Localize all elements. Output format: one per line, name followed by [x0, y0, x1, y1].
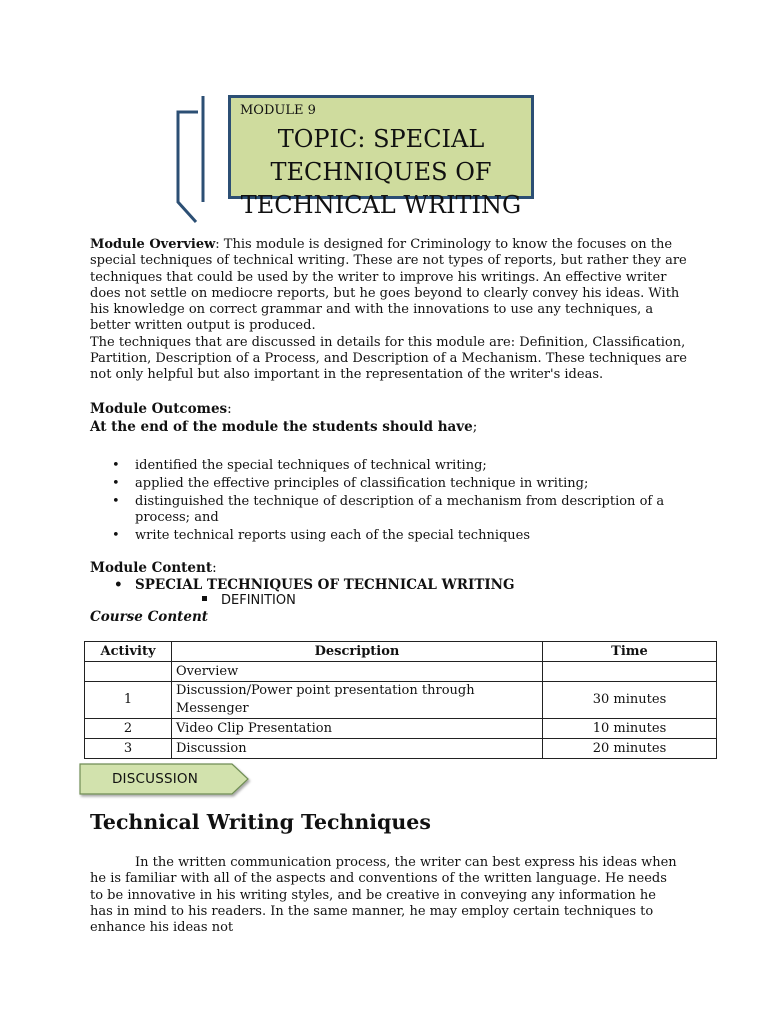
discussion-tag-label: DISCUSSION — [111, 771, 199, 787]
list-item: • identified the special techniques of technical writing; — [90, 458, 690, 475]
module-topic-title: TOPIC: SPECIAL TECHNIQUES OF TECHNICAL WRITING — [240, 125, 522, 219]
module-outcomes-heading: Module Outcomes: At the end of the module the students should have; — [90, 401, 478, 435]
list-item: • distinguished the technique of description of a mechanism from description of a process; and — [90, 494, 690, 527]
section-title: Technical Writing Techniques — [90, 810, 431, 834]
content-list-item: • SPECIAL TECHNIQUES OF TECHNICAL WRITING — [112, 576, 515, 594]
module-number-label: MODULE 9 — [240, 103, 316, 118]
overview-label: Module Overview — [90, 237, 216, 252]
table-row: 2 Video Clip Presentation 10 minutes — [85, 719, 717, 739]
table-row: Overview — [85, 662, 717, 682]
outcomes-list — [90, 458, 690, 546]
course-content-label: Course Content — [90, 609, 209, 625]
column-header-time: Time — [543, 642, 717, 662]
list-item: • write technical reports using each of the special techniques — [90, 528, 690, 545]
square-bullet-icon — [202, 596, 207, 601]
overview-text-2: The techniques that are discussed in details for this module are: Definition, Classification, Partition, Description of a Process, and Description of a Mechanism. These techniques are not only helpful but also important in the representation of the writer's ideas. — [90, 334, 687, 383]
module-content-heading: Module Content: — [90, 560, 217, 576]
table-row: 1 Discussion/Power point presentation through Messenger 30 minutes — [85, 682, 717, 719]
outcomes-heading: Module Outcomes — [90, 401, 228, 417]
content-sub-item: DEFINITION — [202, 592, 296, 609]
list-item: • applied the effective principles of classification technique in writing; — [90, 476, 690, 493]
course-content-table — [84, 641, 717, 759]
column-header-description: Description — [172, 642, 543, 662]
outcomes-lead: At the end of the module the students should have — [90, 419, 473, 435]
overview-text: : This module is designed for Criminology to know the focuses on the special techniques of technical writing. These are not types of reports, but rather they are techniques that could be used by the writer to improve his writings. An effective writer does not settle on mediocre reports, but he goes beyond to clearly convey his ideas. With his knowledge on correct grammar and with the innovations to use any techniques, a better written output is produced. — [90, 237, 687, 334]
table-header-row — [85, 642, 717, 662]
module-overview — [90, 237, 690, 384]
module-title-box — [228, 95, 534, 219]
table-row: 3 Discussion 20 minutes — [85, 739, 717, 759]
column-header-activity: Activity — [85, 642, 172, 662]
section-paragraph: In the written communication process, the writer can best express his ideas when he is familiar with all of the aspects and conventions of the written language. He needs to be innovative in his writing styles, and be creative in conveying any information he has in mind to his readers. In the same manner, he may employ certain techniques to enhance his ideas not — [90, 855, 677, 936]
